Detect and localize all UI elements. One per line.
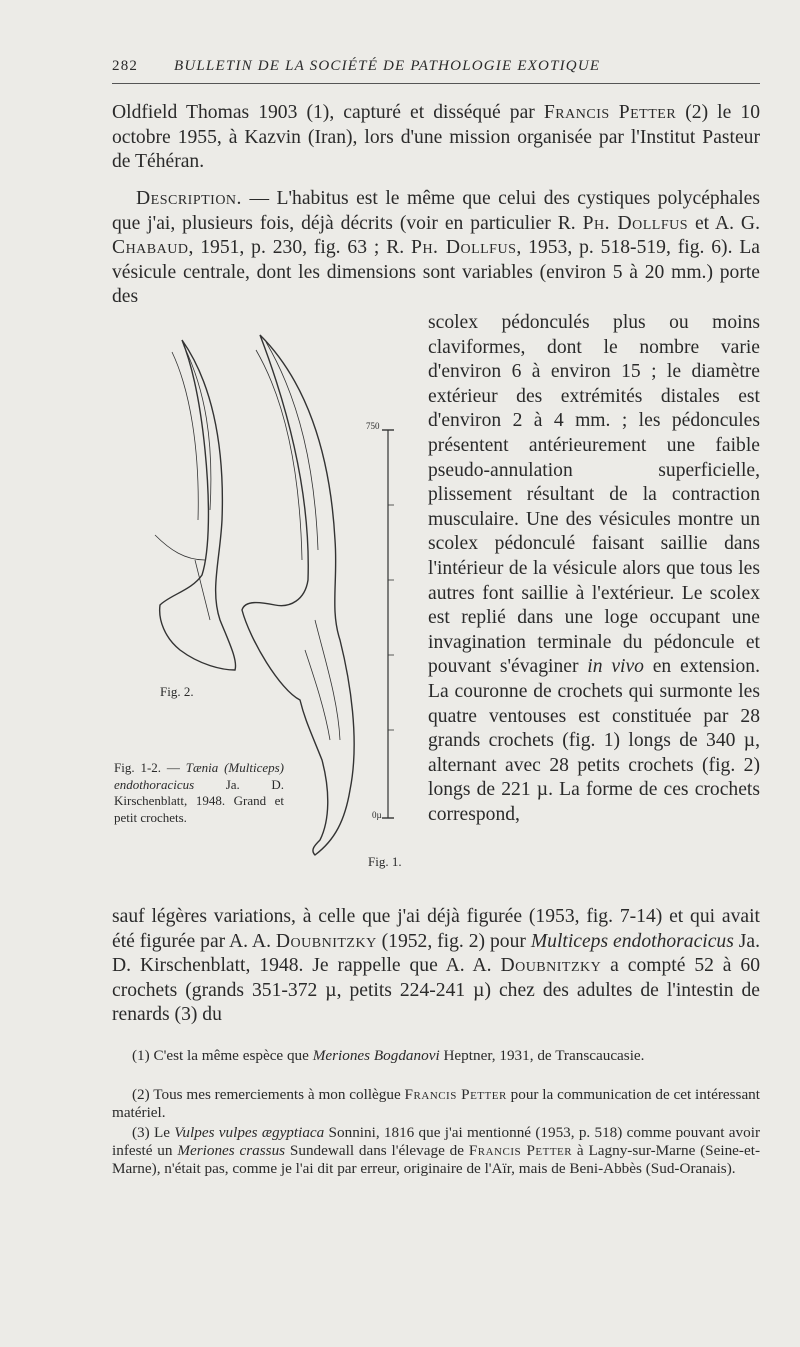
author-name: Francis: [543, 102, 610, 123]
footnote-1: (1) C'est la même espèce que Meriones Bogdanovi Heptner, 1931, de Transcaucasie.: [132, 1047, 645, 1064]
column-text: scolex pédonculés plus ou moins claviformes, dont le nombre varie d'environ 6 à environ 15 ; le diamètre extérieur des extrémités distales est d'environ 2 à 4 mm. ; les pédoncules présentent antérieurement une faible pseudo-annulation superficielle, plissement résultant de la contraction musculaire. Une des vésicules montre un scolex pédonculé faisant saillie dans l'intérieur de la vésicule alors que tous les autres font saillie à l'extérieur. Le scolex est replié dans une loge occupant une invagination terminale du pédoncule et pouvant s'évaginer in vivo en extension. La couronne de crochets qui surmonte les quatre ventouses est constituée par 28 grands crochets (fig. 1) longs de 340 µ, alternant avec 28 petits crochets (fig. 2) longs de 221 µ. La forme de ces crochets correspond,: [428, 312, 760, 825]
fig1-label: Fig. 1.: [368, 854, 402, 869]
paragraph-continued: sauf légères variations, à celle que j'ai déjà figurée (1953, fig. 7-14) et qui avait été figurée par A. A. Doubnitzky (1952, fig. 2) pour Multiceps endothoracicus Ja. D. Kirschenblatt, 1948. Je rappelle que A. A. Doubnitzky a compté 52 à 60 crochets (grands 351-372 µ, petits 224-241 µ) chez des adultes de l'intestin de renards (3) du: [112, 906, 761, 1026]
author-name: Doubnitzky: [500, 955, 602, 977]
author-name: Ph. Dollfus: [582, 212, 689, 234]
author-name: Petter: [618, 102, 677, 123]
author-name: Ph. Dollfus: [411, 237, 517, 259]
footnote-3: (3) Le Vulpes vulpes ægyptiaca Sonnini, 1816 que j'ai mentionné (1953, p. 518) comme pouvant avoir infesté un Meriones crassus Sundewall dans l'élevage de Francis Petter à Lagny-sur-Marne (Seine-et-Marne), n'était pas, comme je l'ai dit par erreur, originaire de l'Aïr, mais de Beni-Abbès (Sud-Oranais).: [112, 1124, 761, 1178]
header-rule: [112, 83, 760, 84]
scale-bottom-label: 0µ: [372, 810, 382, 820]
paragraph-intro: Oldfield Thomas 1903 (1), capturé et disséqué par Francis Petter (2) le 10 octobre 1955, à Kazvin (Iran), lors d'une mission organisée par l'Institut Pasteur de Téhéran.: [112, 102, 760, 173]
paragraph-description: Description. — L'habitus est le même que celui des cystiques polycéphales que j'ai, plusieurs fois, déjà décrits (voir en particulier R. Ph. Dollfus et A. G. Chabaud, 1951, p. 230, fig. 63 ; R. Ph. Dollfus, 1953, p. 518-519, fig. 6). La vésicule centrale, dont les dimensions sont variables (environ 5 à 20 mm.) porte des: [112, 188, 761, 308]
footnote-2: (2) Tous mes remerciements à mon collègue Francis Petter pour la communication de cet intéressant matériel.: [112, 1086, 760, 1122]
species-name: Multiceps endothoracicus: [530, 930, 734, 952]
author-name: Chabaud: [112, 237, 189, 259]
fig2-label: Fig. 2.: [160, 684, 194, 699]
section-heading: Description.: [136, 188, 242, 209]
small-hook-drawing: [160, 340, 236, 670]
author-name: Doubnitzky: [275, 930, 377, 952]
journal-title: BULLETIN DE LA SOCIÉTÉ DE PATHOLOGIE EXOTIQUE: [174, 58, 601, 74]
page-number: 282: [112, 58, 139, 74]
scale-top-label: 750: [366, 421, 380, 431]
italic-term: in vivo: [587, 656, 644, 678]
figure-caption: Fig. 1-2. — Tænia (Multiceps) endothoracicus Ja. D. Kirschenblatt, 1948. Grand et petit crochets.: [114, 760, 285, 825]
